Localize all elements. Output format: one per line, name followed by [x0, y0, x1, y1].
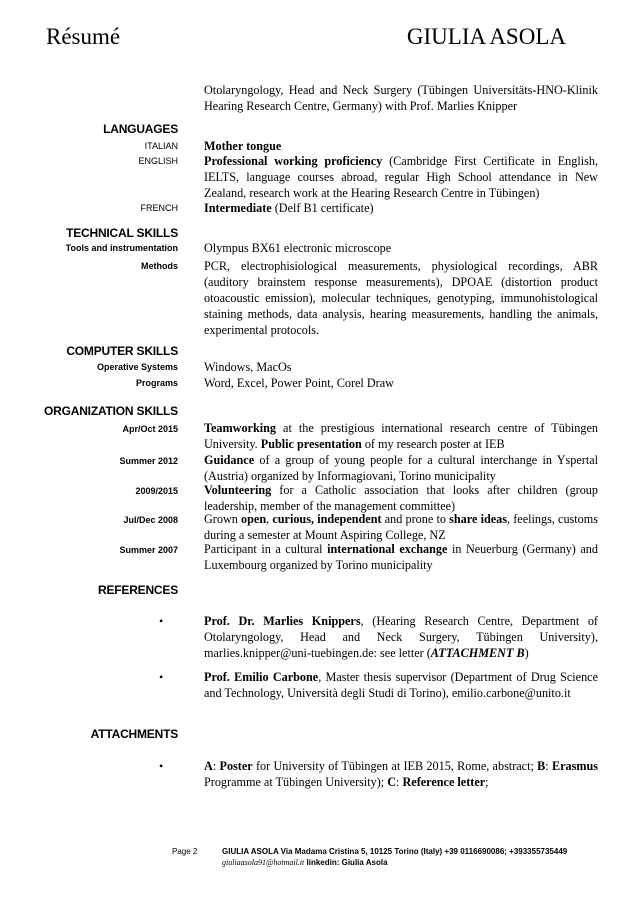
technical-label-tools: Tools and instrumentation — [65, 243, 178, 253]
intro-text: Otolaryngology, Head and Neck Surgery (Tübingen Universitäts-HNO-Klinik Hearing Research Centre, Germany) with Prof. Marlies Knipper — [204, 83, 598, 113]
reference-text: , Master thesis supervisor (Department of Drug Science and Technology, Università degli Studi di Torino), emilio.carbone@unito.it — [204, 670, 599, 700]
computer-label-os: Operative Systems — [96, 362, 178, 372]
org-date: Apr/Oct 2015 — [122, 424, 178, 434]
org-text: in Neuerburg (Germany) and Luxembourg organized by Torino municipality — [204, 542, 598, 572]
attachment-text: for University of Tübingen at IEB 2015, Rome, abstract; — [252, 759, 538, 773]
bullet-icon: • — [159, 614, 164, 628]
technical-methods-text: PCR, electrophisiological measurements, physiological recordings, ABR (auditory brainstem response measurements), DPOAE (distortion product otoacoustic emission), molecular techniques, genotyping, immunohistological staining methods, data analysis, hearing measurements, handling the animals, experimental protocols. — [204, 259, 598, 337]
org-item-volunteering — [204, 482, 598, 514]
attachment-sep: : — [545, 759, 552, 773]
language-detail: (Delf B1 certificate) — [271, 201, 374, 215]
reference-carbone — [204, 669, 598, 701]
language-english — [204, 153, 598, 201]
org-text: of a group of young people for a cultural interchange in Yspertal (Austria) organized by Informagiovani, Torino municipality — [204, 453, 598, 483]
language-french — [204, 200, 598, 216]
computer-os-text: Windows, MacOs — [204, 360, 292, 374]
org-highlight: international exchange — [327, 542, 448, 556]
section-heading-attachments: ATTACHMENTS — [90, 727, 178, 741]
org-text: at the prestigious international research centre of Tübingen University. — [204, 421, 598, 451]
language-label-english: ENGLISH — [138, 156, 178, 166]
section-heading-references: REFERENCES — [97, 583, 178, 597]
language-level: Mother tongue — [204, 139, 282, 153]
section-heading-technical: TECHNICAL SKILLS — [66, 226, 178, 240]
attachment-key: C — [387, 775, 397, 789]
reference-name: Prof. Dr. Marlies Knippers — [204, 614, 361, 628]
computer-programs-text: Word, Excel, Power Point, Corel Draw — [204, 376, 394, 390]
attachment-key: B — [537, 759, 546, 773]
section-heading-computer: COMPUTER SKILLS — [66, 344, 178, 358]
language-label-french: FRENCH — [140, 203, 178, 213]
org-text: , feelings, customs during a semester at Mount Aspiring College, NZ — [204, 512, 598, 542]
org-date: Summer 2007 — [119, 545, 178, 555]
org-item-guidance — [204, 452, 598, 484]
org-highlight: Teamworking — [204, 421, 277, 435]
attachment-text: ; — [485, 775, 489, 789]
org-highlight: Public presentation — [260, 437, 362, 451]
reference-attachment: ATTACHMENT B — [430, 646, 525, 660]
org-highlight: curious, independent — [272, 512, 382, 526]
reference-text: ) — [524, 646, 529, 660]
org-item-nz — [204, 511, 598, 543]
footer-online — [222, 858, 388, 867]
reference-name: Prof. Emilio Carbone — [204, 670, 319, 684]
org-highlight: Volunteering — [204, 483, 272, 497]
org-text: of my research poster at IEB — [361, 437, 505, 451]
org-date: Summer 2012 — [119, 456, 178, 466]
language-level: Intermediate — [204, 201, 272, 215]
language-detail: (Cambridge First Certificate in English, IELTS, language courses abroad, regular High School attendance in New Zealand, research work at the Hearing Research Centre in Tübingen) — [204, 154, 598, 200]
technical-tools-text: Olympus BX61 electronic microscope — [204, 241, 392, 255]
footer-linkedin: linkedin: Giulia Asola — [306, 858, 388, 867]
page-number: Page 2 — [172, 847, 198, 856]
org-text: for a Catholic association that looks after children (group leadership, member of the management committee) — [204, 483, 598, 513]
org-highlight: open — [241, 512, 267, 526]
language-italian — [204, 138, 598, 154]
language-label-italian: ITALIAN — [144, 141, 178, 151]
footer-email: giuliaasola91@hotmail.it — [222, 858, 305, 867]
org-highlight: Guidance — [204, 453, 255, 467]
org-date: Jul/Dec 2008 — [123, 515, 178, 525]
resume-title: Résumé — [46, 24, 121, 49]
candidate-name: GIULIA ASOLA — [406, 24, 566, 49]
section-heading-organization: ORGANIZATION SKILLS — [44, 404, 178, 418]
footer-contact: GIULIA ASOLA Via Madama Cristina 5, 10125 Torino (Italy) +39 0116690086; +393355735449 — [222, 847, 568, 856]
attachment-text: Programme at Tübingen University); — [204, 775, 388, 789]
reference-knippers — [204, 613, 598, 661]
attachment-title: Reference letter — [402, 775, 486, 789]
bullet-icon: • — [159, 670, 164, 684]
attachment-sep: : — [396, 775, 403, 789]
org-text: , — [266, 512, 273, 526]
org-highlight: share ideas — [449, 512, 507, 526]
org-item-exchange — [204, 541, 598, 573]
org-text: Grown — [204, 512, 242, 526]
org-date: 2009/2015 — [135, 486, 178, 496]
attachment-title: Erasmus — [551, 759, 599, 773]
attachment-key: A — [204, 759, 213, 773]
reference-text: , (Hearing Research Centre, Department of Otolaryngology, Head and Neck Surgery, Tübingen University), marlies.knipper@uni-tuebingen.de: see letter ( — [204, 614, 598, 660]
org-item-teamworking — [204, 420, 598, 452]
technical-label-methods: Methods — [141, 261, 178, 271]
attachment-title: Poster — [219, 759, 253, 773]
attachments-list — [204, 758, 598, 790]
org-text: and prone to — [381, 512, 450, 526]
attachment-sep: : — [212, 759, 220, 773]
computer-label-programs: Programs — [135, 378, 178, 388]
language-level: Professional working proficiency — [204, 154, 383, 168]
org-text: Participant in a cultural — [204, 542, 328, 556]
bullet-icon: • — [159, 759, 164, 773]
section-heading-languages: LANGUAGES — [103, 122, 178, 136]
